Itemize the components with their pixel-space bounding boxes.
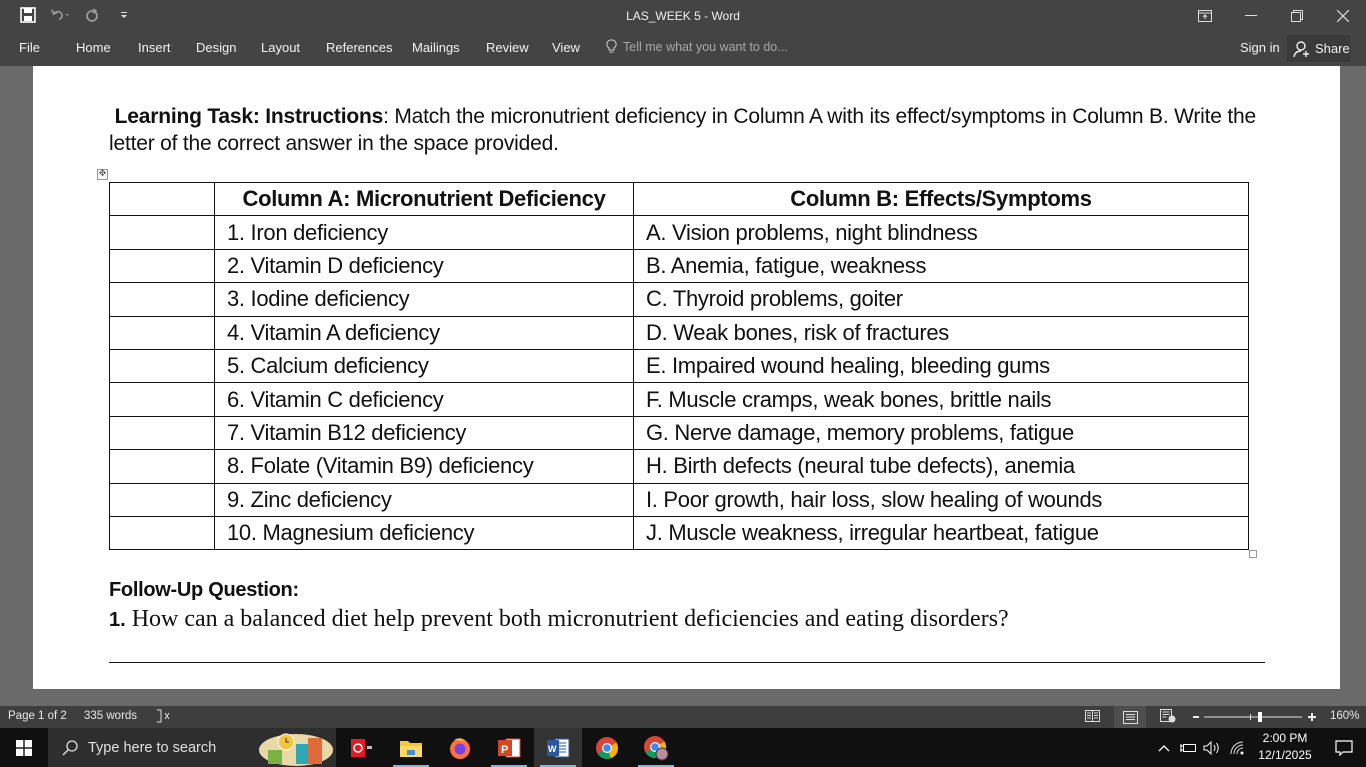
table-row xyxy=(110,216,1249,249)
answer-cell[interactable] xyxy=(110,316,215,349)
column-a-cell: 6. Vitamin C deficiency xyxy=(215,383,634,416)
web-layout-icon[interactable] xyxy=(1160,709,1176,726)
table-row xyxy=(110,249,1249,282)
column-b-cell: E. Impaired wound healing, bleeding gums xyxy=(634,349,1249,382)
column-b-cell: I. Poor growth, hair loss, slow healing of wounds xyxy=(634,483,1249,516)
table-header-row xyxy=(110,183,1249,216)
window-title: LAS_WEEK 5 - Word xyxy=(626,9,740,23)
tab-insert[interactable]: Insert xyxy=(138,40,171,55)
tab-layout[interactable]: Layout xyxy=(261,40,301,55)
taskbar-chrome-profile-icon[interactable] xyxy=(632,728,680,767)
windows-logo-icon xyxy=(16,740,32,756)
clock-date: 12/1/2025 xyxy=(1258,748,1312,762)
status-bar xyxy=(0,706,1366,728)
column-b-cell: C. Thyroid problems, goiter xyxy=(634,283,1249,316)
lightbulb-icon xyxy=(606,39,617,54)
column-b-cell: H. Birth defects (neural tube defects), anemia xyxy=(634,450,1249,483)
answer-cell[interactable] xyxy=(110,516,215,549)
column-a-cell: 5. Calcium deficiency xyxy=(215,349,634,382)
table-row xyxy=(110,483,1249,516)
show-hidden-icons-chevron-icon[interactable] xyxy=(1152,744,1176,752)
tab-references[interactable]: References xyxy=(326,40,393,55)
answer-cell[interactable] xyxy=(110,349,215,382)
column-a-cell: 3. Iodine deficiency xyxy=(215,283,634,316)
ribbon-display-options-button[interactable] xyxy=(1182,0,1228,32)
answer-cell[interactable] xyxy=(110,216,215,249)
title-bar xyxy=(0,0,1366,32)
search-highlight-shopping-icon xyxy=(258,730,334,766)
column-a-header: Column A: Micronutrient Deficiency xyxy=(215,183,634,216)
table-row xyxy=(110,383,1249,416)
zoom-level[interactable]: 160% xyxy=(1330,710,1360,722)
zoom-out-icon xyxy=(1193,716,1199,718)
taskbar-powerpoint-icon[interactable] xyxy=(485,728,533,767)
restore-button[interactable] xyxy=(1274,0,1320,32)
instructions-text: : Match the micronutrient deficiency in Column A with its effect/symptoms in Column B. Write the letter of the correct answer in the space provided. xyxy=(109,105,1256,155)
answer-cell[interactable] xyxy=(110,249,215,282)
table-row xyxy=(110,416,1249,449)
system-tray xyxy=(1152,728,1250,767)
table-row xyxy=(110,516,1249,549)
answer-cell[interactable] xyxy=(110,383,215,416)
page-count[interactable]: Page 1 of 2 xyxy=(8,710,67,722)
column-b-cell: J. Muscle weakness, irregular heartbeat, fatigue xyxy=(634,516,1249,549)
volume-icon[interactable] xyxy=(1200,741,1224,755)
battery-icon[interactable] xyxy=(1176,743,1200,753)
zoom-thumb xyxy=(1258,712,1262,722)
table-row xyxy=(110,283,1249,316)
clock-time: 2:00 PM xyxy=(1262,731,1308,745)
column-b-cell: A. Vision problems, night blindness xyxy=(634,216,1249,249)
followup-heading: Follow-Up Question: xyxy=(109,579,299,601)
column-a-cell: 2. Vitamin D deficiency xyxy=(215,249,634,282)
search-placeholder: Type here to search xyxy=(88,739,217,756)
tab-mailings[interactable]: Mailings xyxy=(412,40,460,55)
column-a-cell: 7. Vitamin B12 deficiency xyxy=(215,416,634,449)
column-a-cell: 8. Folate (Vitamin B9) deficiency xyxy=(215,450,634,483)
column-a-cell: 4. Vitamin A deficiency xyxy=(215,316,634,349)
notification-icon xyxy=(1335,740,1353,756)
system-clock[interactable] xyxy=(1255,730,1315,764)
action-center-button[interactable] xyxy=(1322,728,1366,767)
tab-review[interactable]: Review xyxy=(486,40,529,55)
table-move-handle-icon[interactable]: ✥ xyxy=(98,169,107,179)
column-b-cell: G. Nerve damage, memory problems, fatigue xyxy=(634,416,1249,449)
answer-cell[interactable] xyxy=(110,450,215,483)
print-layout-icon[interactable] xyxy=(1114,706,1146,728)
zoom-in-icon xyxy=(1308,713,1316,721)
share-label: Share xyxy=(1315,41,1350,56)
search-icon xyxy=(62,740,78,756)
answer-cell[interactable] xyxy=(110,416,215,449)
proofing-icon[interactable] xyxy=(156,709,171,726)
column-a-cell: 10. Magnesium deficiency xyxy=(215,516,634,549)
document-area xyxy=(0,66,1366,706)
taskbar xyxy=(0,728,1366,767)
instructions-heading: Learning Task: Instructions xyxy=(114,105,384,128)
zoom-slider[interactable] xyxy=(1192,710,1318,724)
answer-line xyxy=(109,662,1265,663)
sign-in-link[interactable]: Sign in xyxy=(1240,40,1280,55)
close-button[interactable] xyxy=(1320,0,1366,32)
document-page[interactable] xyxy=(33,66,1340,689)
wifi-icon[interactable] xyxy=(1224,741,1250,755)
tab-view[interactable]: View xyxy=(552,40,580,55)
table-row xyxy=(110,450,1249,483)
table-resize-handle[interactable] xyxy=(1249,550,1257,558)
taskbar-search-box[interactable] xyxy=(48,728,336,767)
taskbar-firefox-icon[interactable] xyxy=(436,728,484,767)
followup-question xyxy=(109,606,1009,633)
taskbar-chrome-icon[interactable] xyxy=(583,728,631,767)
minimize-button[interactable] xyxy=(1228,0,1274,32)
taskbar-app-red-icon[interactable] xyxy=(338,728,386,767)
column-b-cell: B. Anemia, fatigue, weakness xyxy=(634,249,1249,282)
ribbon-tabs xyxy=(0,32,1366,66)
column-a-cell: 1. Iron deficiency xyxy=(215,216,634,249)
answer-cell[interactable] xyxy=(110,483,215,516)
start-button[interactable] xyxy=(0,728,48,767)
svg-text:W: W xyxy=(548,743,557,754)
taskbar-file-explorer-icon[interactable] xyxy=(387,728,435,767)
column-b-cell: D. Weak bones, risk of fractures xyxy=(634,316,1249,349)
tell-me-placeholder: Tell me what you want to do... xyxy=(623,39,788,54)
tab-design[interactable]: Design xyxy=(196,40,237,55)
matching-table xyxy=(109,182,1249,550)
question-text: How can a balanced diet help prevent both micronutrient deficiencies and eating disorders? xyxy=(125,606,1009,632)
tab-file[interactable]: File xyxy=(19,40,40,55)
svg-text:P: P xyxy=(501,743,509,756)
table-row xyxy=(110,316,1249,349)
question-number: 1. xyxy=(109,609,126,631)
column-b-header: Column B: Effects/Symptoms xyxy=(634,183,1249,216)
table-row xyxy=(110,349,1249,382)
share-person-icon xyxy=(1293,40,1311,58)
column-a-cell: 9. Zinc deficiency xyxy=(215,483,634,516)
tab-home[interactable]: Home xyxy=(76,40,111,55)
answer-cell[interactable] xyxy=(110,283,215,316)
taskbar-word-icon[interactable] xyxy=(534,728,582,767)
column-b-cell: F. Muscle cramps, weak bones, brittle nails xyxy=(634,383,1249,416)
answer-column-header xyxy=(110,183,215,216)
share-button[interactable] xyxy=(1287,35,1350,62)
read-mode-icon[interactable] xyxy=(1085,709,1100,726)
tell-me-search[interactable] xyxy=(606,39,788,54)
word-count[interactable]: 335 words xyxy=(84,710,138,722)
instructions-paragraph xyxy=(109,103,1279,157)
